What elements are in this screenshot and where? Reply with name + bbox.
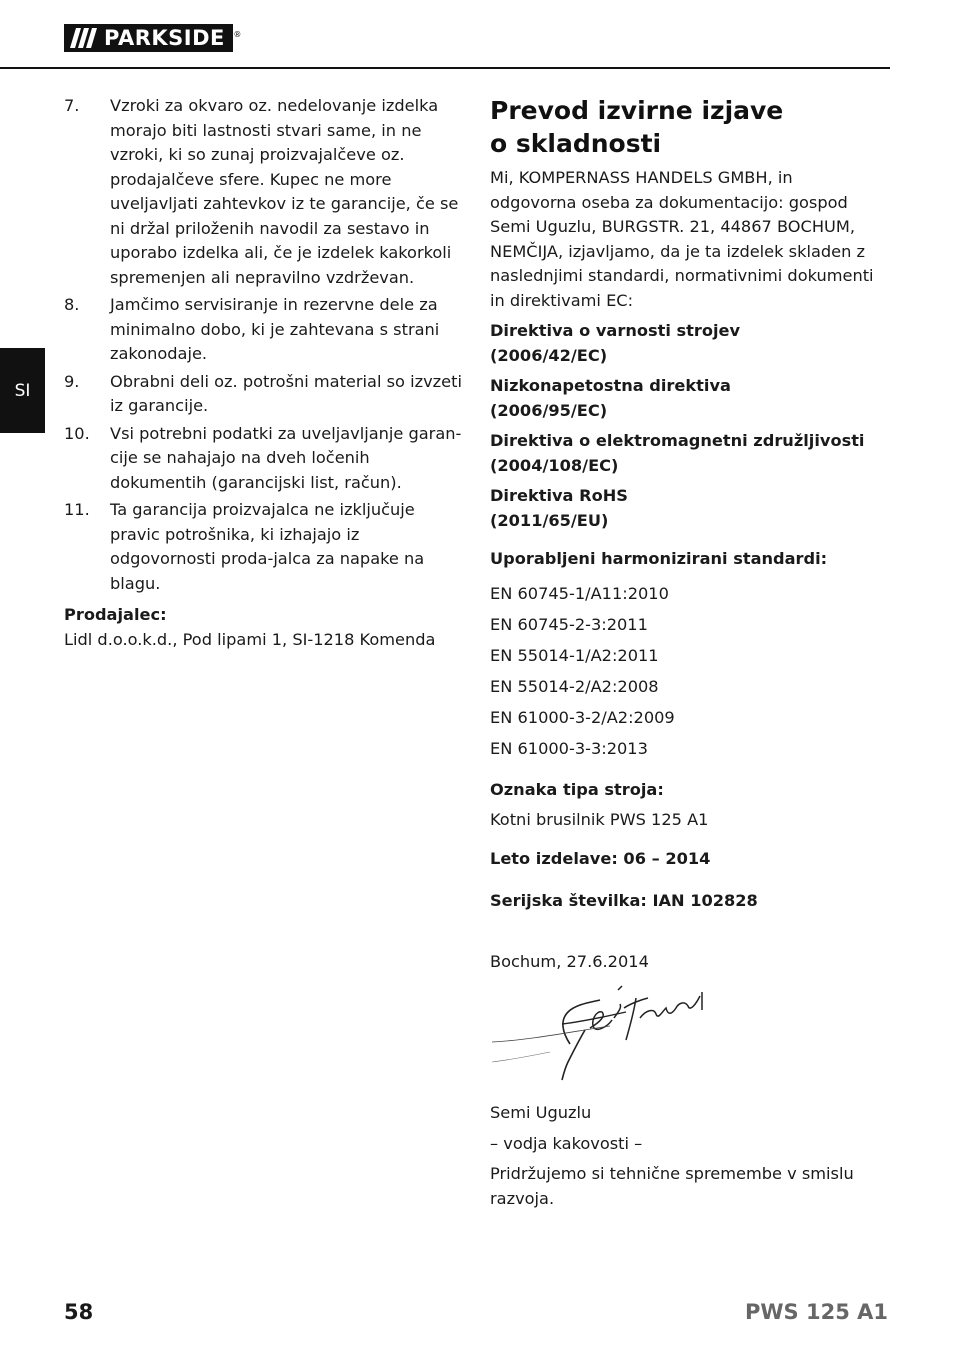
- item-text: Vzroki za okvaro oz. nedelovanje izdelka morajo biti lastnosti stvari same, in ne vzroki, ki so zunaj proizvajalčeve oz. prodajalčeve sfere. Kupec ne more uveljavljati zahtevkov iz te garancije, če se ni držal priloženih navodil za sestavo in uporabo izdelka ali, če je izdelek kakorkoli spremenjen ali nepravilno vzdrževan.: [110, 96, 459, 287]
- standard-item: EN 60745-1/A11:2010: [490, 583, 669, 603]
- seller-address: Lidl d.o.o.k.d., Pod lipami 1, SI-1218 Komenda: [64, 629, 436, 649]
- production-year: Leto izdelave: 06 – 2014: [490, 848, 711, 868]
- signer-role: – vodja kakovosti –: [490, 1133, 643, 1153]
- place-date: Bochum, 27.6.2014: [490, 951, 649, 971]
- list-item: [64, 498, 464, 596]
- seller-label: Prodajalec:: [64, 605, 167, 624]
- warranty-terms: [64, 94, 464, 652]
- standard-item: EN 55014-1/A2:2011: [490, 645, 659, 665]
- directive-item: Direktiva o varnosti strojev (2006/42/EC): [490, 321, 741, 365]
- item-number: 7.: [64, 96, 80, 115]
- header-rule: [0, 67, 890, 69]
- model-name: PWS 125 A1: [744, 1300, 888, 1324]
- page-number: 58: [64, 1300, 94, 1324]
- item-text: Obrabni deli oz. potrošni material so izvzeti iz garancije.: [110, 371, 462, 415]
- item-text: Jamčimo servisiranje in rezervne dele za minimalno dobo, ki je zahtevana s strani zakonodaje.: [110, 295, 440, 363]
- page-title: Prevod izvirne izjave o skladnosti: [490, 96, 784, 158]
- directive-item: Direktiva RoHS (2011/65/EU): [490, 486, 628, 530]
- signer-name: Semi Uguzlu: [490, 1103, 592, 1122]
- declaration-of-conformity: [490, 94, 880, 1217]
- item-text: Ta garancija proizvajalca ne izključuje pravic potrošnika, ki izhajajo iz odgovornosti proda-jalca za napake na blagu.: [110, 500, 425, 593]
- technical-changes-note: Pridržujemo si tehnične spremembe v smislu razvoja.: [490, 1164, 854, 1208]
- standards-label: Uporabljeni harmonizirani standardi:: [490, 549, 828, 568]
- brand-logo: [64, 24, 242, 52]
- item-number: 9.: [64, 371, 80, 391]
- list-item: [64, 422, 464, 496]
- machine-type-value: Kotni brusilnik PWS 125 A1: [490, 810, 709, 829]
- declaration-intro: Mi, KOMPERNASS HANDELS GMBH, in odgovorna oseba za dokumentacijo: gospod Semi Uguzlu, BURGSTR. 21, 44867 BOCHUM, NEMČIJA, izjavljamo, da je ta izdelek skladen z naslednjimi standardi, normativnimi dokumenti in direktivami EC:: [490, 168, 874, 310]
- language-tab: SI: [0, 348, 45, 433]
- standard-item: EN 61000-3-2/A2:2009: [490, 707, 675, 727]
- directive-item: Direktiva o elektromagnetni združljivosti (2004/108/EC): [490, 431, 865, 475]
- logo-slashes-icon: [64, 24, 98, 52]
- list-item: [64, 293, 464, 367]
- list-item: [64, 370, 464, 419]
- brand-name: PARKSIDE ®: [98, 24, 233, 52]
- serial-number: Serijska številka: IAN 102828: [490, 891, 758, 910]
- signature-image: [490, 982, 720, 1097]
- registered-mark: ®: [233, 30, 242, 39]
- item-text: Vsi potrebni podatki za uveljavljanje garan-cije se nahajajo na dveh ločenih dokumentih (garancijski list, račun).: [110, 423, 462, 492]
- standard-item: EN 61000-3-3:2013: [490, 738, 648, 758]
- item-number: 10.: [64, 423, 90, 443]
- standard-item: EN 55014-2/A2:2008: [490, 676, 659, 696]
- machine-type-label: Oznaka tipa stroja:: [490, 779, 664, 799]
- item-number: 11.: [64, 500, 90, 519]
- list-item: [64, 94, 464, 290]
- item-number: 8.: [64, 295, 80, 314]
- standard-item: EN 60745-2-3:2011: [490, 614, 648, 634]
- directive-item: Nizkonapetostna direktiva (2006/95/EC): [490, 376, 731, 420]
